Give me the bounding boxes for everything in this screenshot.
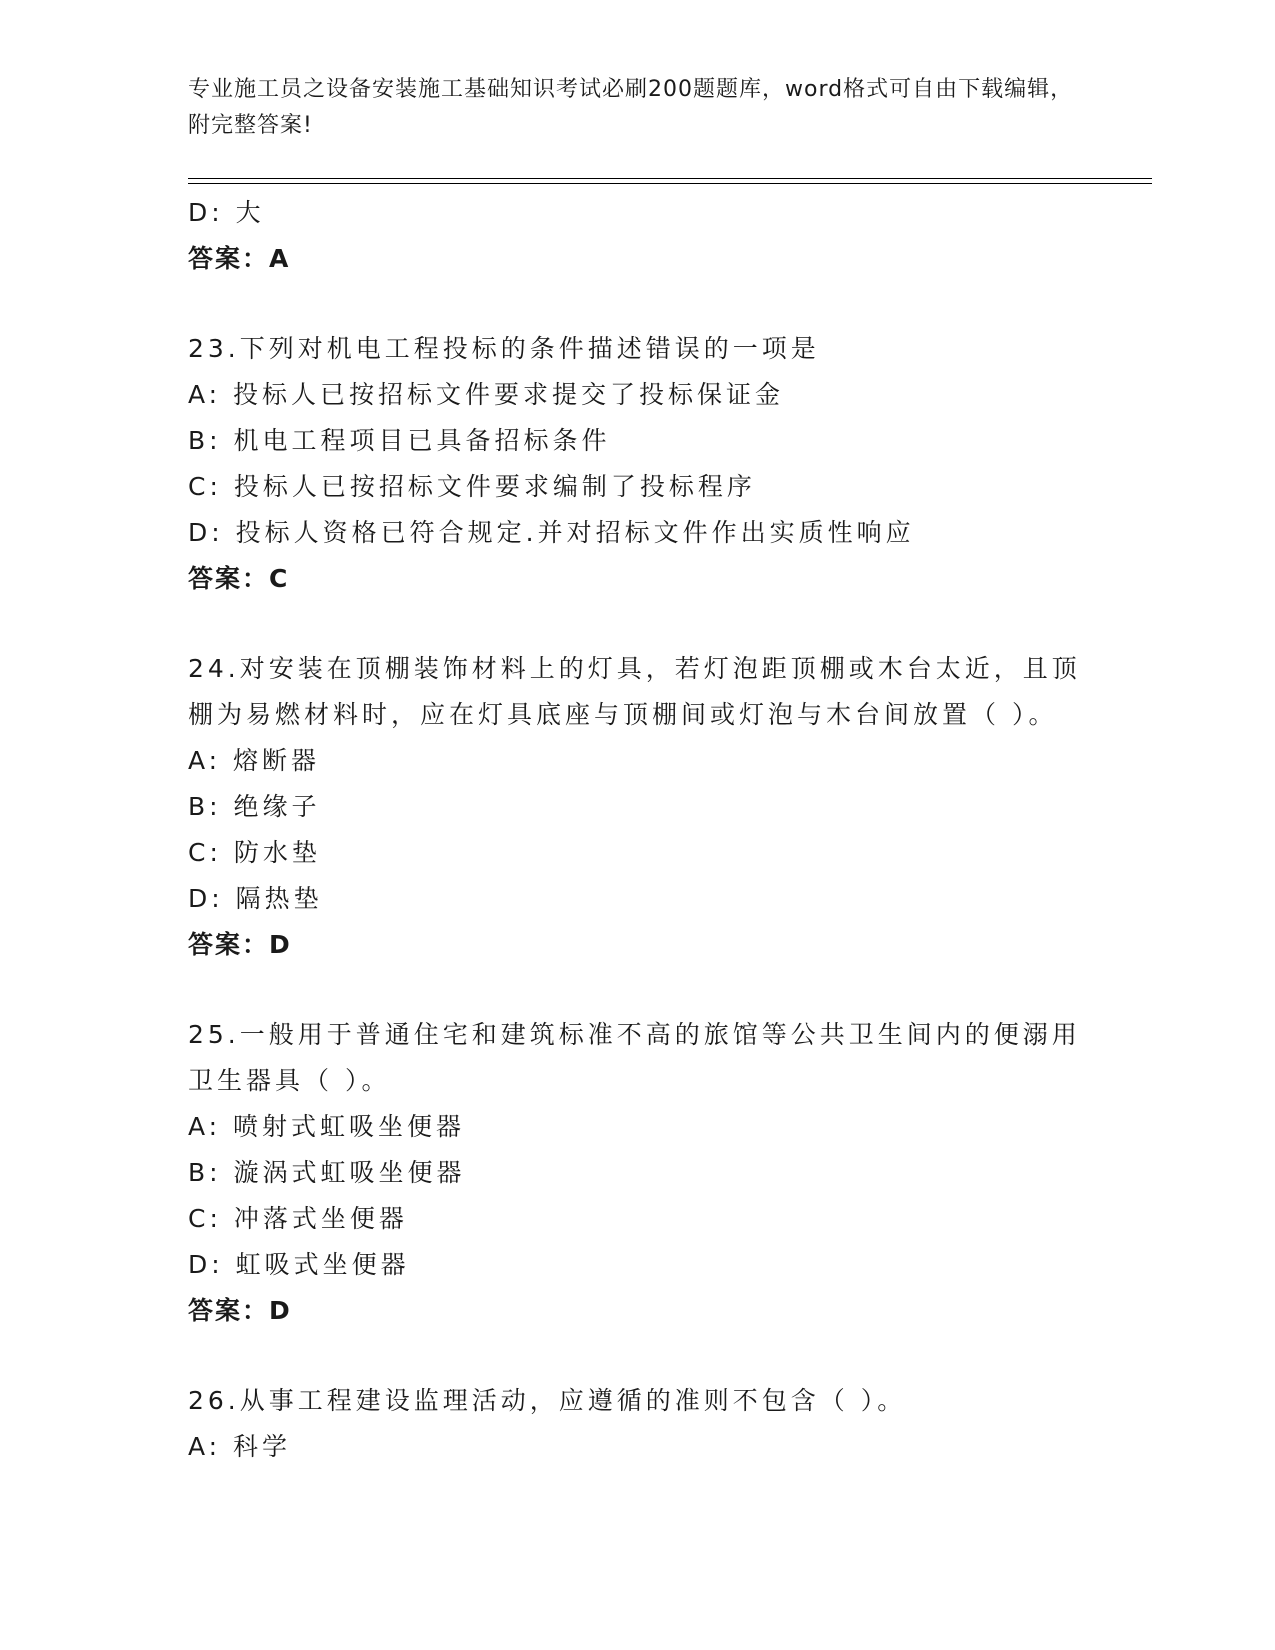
answer: 答案：A [188, 244, 291, 273]
answer: 答案：D [188, 1296, 292, 1325]
spacer [188, 282, 1088, 326]
option-d: D: 投标人资格已符合规定.并对招标文件作出实质性响应 [188, 518, 915, 547]
question-22-tail [188, 190, 1088, 282]
option-d: D: 虹吸式坐便器 [188, 1250, 410, 1279]
question-24 [188, 646, 1088, 968]
question-stem-line-1: 24.对安装在顶棚装饰材料上的灯具，若灯泡距顶棚或木台太近，且顶 [188, 654, 1081, 683]
option-c: C: 防水垫 [188, 838, 321, 867]
option-d: D: 隔热垫 [188, 884, 323, 913]
question-26 [188, 1378, 1088, 1470]
option-a: A: 喷射式虹吸坐便器 [188, 1112, 466, 1141]
option-c: C: 投标人已按招标文件要求编制了投标程序 [188, 472, 756, 501]
question-25 [188, 1012, 1088, 1334]
option-b: B: 机电工程项目已具备招标条件 [188, 426, 611, 455]
spacer [188, 1334, 1088, 1378]
option-b: B: 绝缘子 [188, 792, 321, 821]
option-a: A: 投标人已按招标文件要求提交了投标保证金 [188, 380, 785, 409]
answer: 答案：C [188, 564, 290, 593]
spacer [188, 968, 1088, 1012]
option-c: C: 冲落式坐便器 [188, 1204, 408, 1233]
question-stem-line-2: 棚为易燃材料时，应在灯具底座与顶棚间或灯泡与木台间放置（ ）。 [188, 700, 1058, 729]
option-b: B: 漩涡式虹吸坐便器 [188, 1158, 466, 1187]
spacer [188, 602, 1088, 646]
header-divider-top [188, 178, 1152, 179]
question-23 [188, 326, 1088, 602]
header-divider-bottom [188, 183, 1152, 184]
question-stem-line-1: 25.一般用于普通住宅和建筑标准不高的旅馆等公共卫生间内的便溺用 [188, 1020, 1081, 1049]
option-d: D: 大 [188, 198, 265, 227]
question-stem: 23.下列对机电工程投标的条件描述错误的一项是 [188, 334, 820, 363]
document-body [188, 190, 1088, 1470]
question-stem: 26.从事工程建设监理活动，应遵循的准则不包含（ ）。 [188, 1386, 907, 1415]
answer: 答案：D [188, 930, 292, 959]
option-a: A: 科学 [188, 1432, 292, 1461]
question-stem-line-2: 卫生器具（ ）。 [188, 1066, 391, 1095]
document-header [188, 72, 1088, 144]
header-title: 专业施工员之设备安装施工基础知识考试必刷200题题库，word格式可自由下载编辑，附完整答案! [188, 77, 1074, 138]
option-a: A: 熔断器 [188, 746, 321, 775]
